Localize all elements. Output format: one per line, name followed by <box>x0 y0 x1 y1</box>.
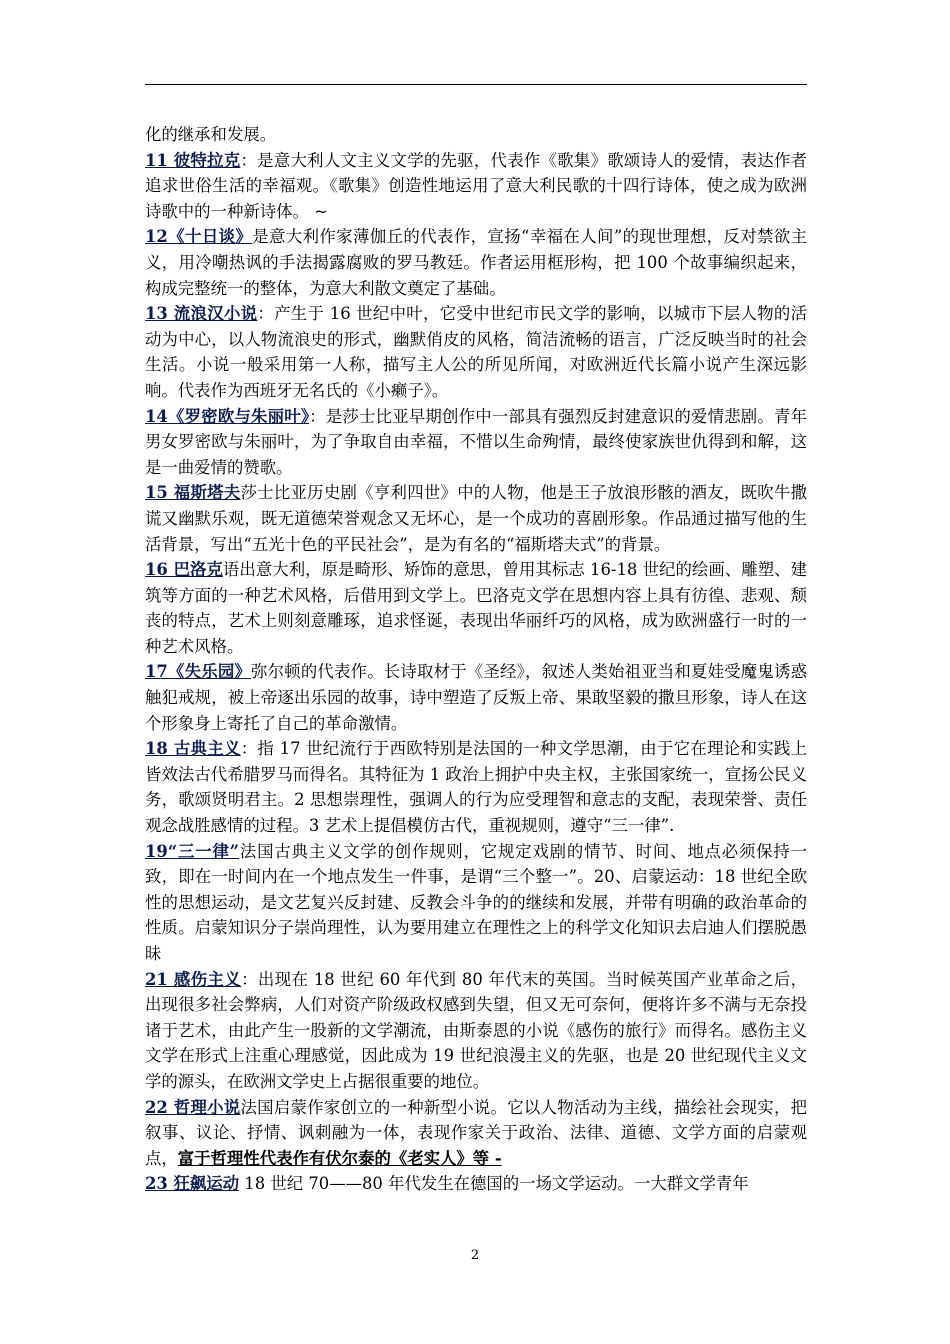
entry-text: 莎士比亚历史剧《亨利四世》中的人物，他是王子放浪形骸的酒友，既吹牛撒谎又幽默乐观，既无道德荣誉观念又无坏心，是一个成功的喜剧形象。作品通过描写他的生活背景，写出“五光十色的平民社会”，是为有名的“福斯塔夫式”的背景。 <box>145 483 808 554</box>
entry-text: 法国启蒙作家创立的一种新型小说。它以人物活动为主线，描绘社会现实，把叙事、议论、抒情、讽刺融为一体，表现作家关于政治、法律、道德、文学方面的启蒙观点， <box>145 1097 808 1168</box>
entry-17-paradise-lost <box>145 659 807 736</box>
entry-text: ：指 17 世纪流行于西欧特别是法国的一种文学思潮，由于它在理论和实践上皆效法古代希腊罗马而得名。其特征为 1 政治上拥护中央主权，主张国家统一，宣扬公民义务，歌颂贤明君主。2 思想崇理性，强调人的行为应受理智和意志的支配，表现荣誉、责任观念战胜感情的过程。3 艺术上提倡模仿古代，重视规则，遵守“三一律”. <box>145 739 808 836</box>
entry-text: 18 世纪 70——80 年代发生在德国的一场文学运动。一大群文学青年 <box>239 1174 749 1194</box>
entry-term: 14《罗密欧与朱丽叶》 <box>145 406 310 426</box>
paragraph-continuation <box>145 122 807 148</box>
entry-term: 22 哲理小说 <box>145 1097 241 1117</box>
entry-term: 12《十日谈》 <box>145 227 253 247</box>
entry-term: 18 古典主义 <box>145 739 241 759</box>
entry-14-romeo-juliet <box>145 404 807 481</box>
paragraph-text: 化的继承和发展。 <box>145 125 277 144</box>
entry-11-petrarch <box>145 148 807 225</box>
document-body <box>145 122 807 1197</box>
entry-term: 16 巴洛克 <box>145 560 223 580</box>
entry-text: 语出意大利，原是畸形、矫饰的意思，曾用其标志 16-18 世纪的绘画、雕塑、建筑等方面的一种艺术风格，后借用到文学上。巴洛克文学在思想内容上具有彷徨、悲观、颓丧的特点，艺术上则刻意雕琢，追求怪诞，表现出华丽纤巧的风格，成为欧洲盛行一时的一种艺术风格。 <box>145 560 808 656</box>
entry-15-falstaff <box>145 480 807 557</box>
entry-term: 11 彼特拉克 <box>145 150 241 170</box>
entry-16-baroque <box>145 557 807 659</box>
entry-term: 21 感伤主义 <box>145 969 242 989</box>
entry-19-three-unities <box>145 839 807 967</box>
entry-text: ：是莎士比亚早期创作中一部具有强烈反封建意识的爱情悲剧。青年男女罗密欧与朱丽叶，为了争取自由幸福，不惜以生命殉情，最终使家族世仇得到和解，这是一曲爱情的赞歌。 <box>145 406 808 477</box>
entry-text: 是意大利作家薄伽丘的代表作，宣扬“幸福在人间”的现世理想，反对禁欲主义，用冷嘲热讽的手法揭露腐败的罗马教廷。作者运用框形构，把 100 个故事编织起来，构成完整统一的整体，为意大利散文奠定了基础。 <box>145 227 808 298</box>
entry-term: 23 狂飙运动 <box>145 1174 240 1194</box>
entry-21-sentimentalism <box>145 967 807 1095</box>
entry-text: ：是意大利人文主义文学的先驱，代表作《歌集》歌颂诗人的爱情，表达作者追求世俗生活的幸福观。《歌集》创造性地运用了意大利民歌的十四行诗体，使之成为欧洲诗歌中的一种新诗体。 ~ <box>145 150 808 221</box>
entry-term: 17《失乐园》 <box>145 662 252 682</box>
entry-text: ：出现在 18 世纪 60 年代到 80 年代末的英国。当时候英国产业革命之后，出现很多社会弊病，人们对资产阶级政权感到失望，但又无可奈何，便将许多不满与无奈投诸于艺术，由此产生一股新的文学潮流，由斯泰恩的小说《感伤的旅行》而得名。感伤主义文学在形式上注重心理感觉，因此成为 19 世纪浪漫主义的先驱，也是 20 世纪现代主义文学的源头，在欧洲文学史上占据很重要的地位。 <box>145 969 807 1091</box>
entry-term: 13 流浪汉小说 <box>145 304 258 324</box>
entry-text: ：产生于 16 世纪中叶，它受中世纪市民文学的影响，以城市下层人物的活动为中心，以人物流浪史的形式，幽默俏皮的风格，简洁流畅的语言，广泛反映当时的社会生活。小说一般采用第一人称，描写主人公的所见所闻，对欧洲近代长篇小说产生深远影响。代表作为西班牙无名氏的《小癞子》。 <box>145 304 807 400</box>
entry-text: 法国古典主义文学的创作规则，它规定戏剧的情节、时间、地点必须保持一致，即在一时间内在一个地点发生一件事，是谓“三个整一”。20、启蒙运动：18 世纪全欧性的思想运动，是文艺复兴反封建、反教会斗争的的继续和发展，并带有明确的政治革命的性质。启蒙知识分子崇尚理性，认为要用建立在理性之上的科学文化知识去启迪人们摆脱愚昧 <box>145 841 807 963</box>
entry-12-decameron <box>145 224 807 301</box>
entry-18-classicism <box>145 736 807 838</box>
entry-term: 15 福斯塔夫 <box>145 483 241 503</box>
header-rule <box>145 84 807 85</box>
entry-22-philosophical-novel <box>145 1095 807 1172</box>
entry-term: 19“三一律” <box>145 841 240 861</box>
entry-text: 弥尔顿的代表作。长诗取材于《圣经》，叙述人类始祖亚当和夏娃受魔鬼诱惑触犯戒规，被上帝逐出乐园的故事，诗中塑造了反叛上帝、果敢坚毅的撒旦形象，诗人在这个形象身上寄托了自己的革命激情。 <box>145 662 807 733</box>
entry-emphasis: 富于哲理性代表作有伏尔泰的《老实人》等 - <box>177 1148 502 1168</box>
page-number: 2 <box>470 1248 480 1263</box>
entry-13-picaresque <box>145 301 807 403</box>
entry-23-sturm-und-drang <box>145 1171 807 1197</box>
